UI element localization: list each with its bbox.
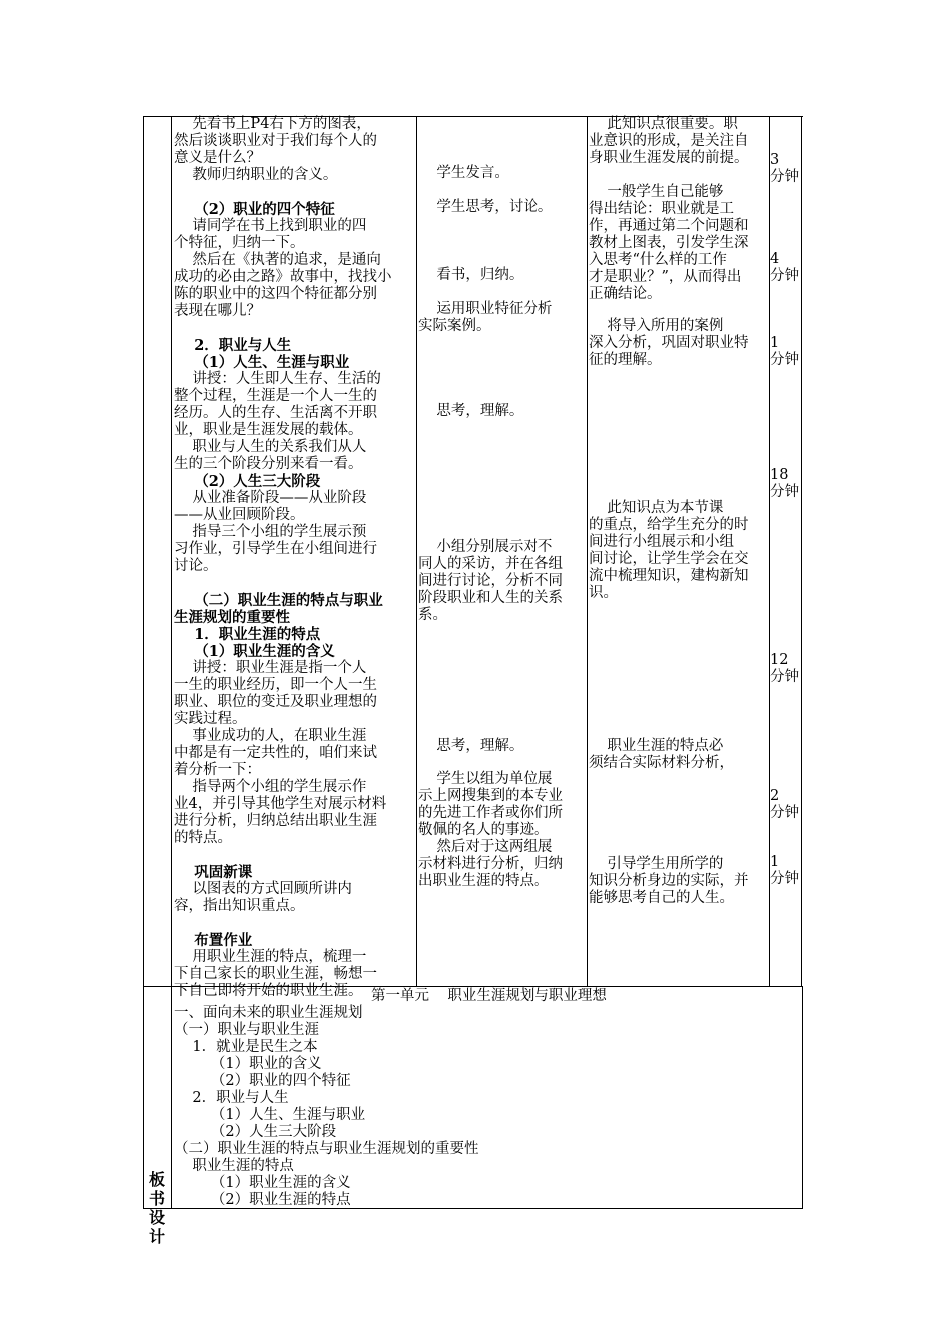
teacher-activity-column bbox=[174, 116, 416, 1000]
teacher-line: 然后谈谈职业对于我们每个人的 bbox=[174, 133, 377, 149]
design-block bbox=[589, 184, 769, 303]
board-label-char: 板 bbox=[148, 1170, 165, 1189]
design-line: 才是职业？”，从而得出 bbox=[589, 269, 742, 285]
teacher-line: 的特点。 bbox=[174, 830, 232, 846]
teacher-line: 指导两个小组的学生展示作 bbox=[174, 779, 367, 795]
teacher-line: 成功的必由之路》故事中，找找小 bbox=[174, 269, 392, 285]
teacher-line: 布置作业 bbox=[174, 932, 253, 949]
design-line: 将导入所用的案例 bbox=[589, 318, 724, 334]
teacher-line: 职业与人生的关系我们从人 bbox=[174, 439, 367, 455]
design-line: 的重点，给学生充分的时 bbox=[589, 517, 749, 533]
teacher-line: 从业准备阶段——从业阶段 bbox=[174, 490, 367, 506]
teacher-line: 业4，并引导其他学生对展示材料 bbox=[174, 796, 387, 812]
teacher-line: 事业成功的人，在职业生涯 bbox=[174, 728, 367, 744]
student-line: 然后对于这两组展 bbox=[418, 839, 553, 855]
design-line: 此知识点为本节课 bbox=[589, 500, 724, 516]
student-block bbox=[418, 539, 586, 624]
teacher-line: 经历。人的生存、生活离不开职 bbox=[174, 405, 377, 421]
teacher-line: 业，职业是生涯发展的载体。 bbox=[174, 422, 363, 438]
student-line: 敬佩的名人的事迹。 bbox=[418, 822, 549, 838]
student-block bbox=[418, 771, 586, 890]
teacher-line: 巩固新课 bbox=[174, 864, 253, 881]
teacher-line: 生的三个阶段分别来看一看。 bbox=[174, 456, 363, 472]
time-block bbox=[770, 251, 802, 285]
teacher-line: 进行分析，归纳总结出职业生涯 bbox=[174, 813, 377, 829]
student-line: 思考，理解。 bbox=[418, 738, 524, 754]
teacher-line: 个特征，归纳一下。 bbox=[174, 235, 305, 251]
design-line: 征的理解。 bbox=[589, 352, 662, 368]
teacher-line: 整个过程，生涯是一个人一生的 bbox=[174, 388, 377, 404]
student-line: 实际案例。 bbox=[418, 318, 491, 334]
design-line: 职业生涯的特点必 bbox=[589, 738, 724, 754]
time-line: 12 bbox=[770, 652, 789, 668]
teacher-line bbox=[174, 320, 416, 337]
time-block bbox=[770, 335, 802, 369]
design-block bbox=[589, 318, 769, 369]
student-line: 的先进工作者或你们所 bbox=[418, 805, 563, 821]
student-block bbox=[418, 301, 586, 335]
board-content bbox=[174, 1005, 794, 1209]
time-line: 4 bbox=[770, 251, 780, 267]
design-block bbox=[589, 738, 769, 772]
design-block bbox=[589, 116, 769, 167]
teacher-line: 中都是有一定共性的，咱们来试 bbox=[174, 745, 377, 761]
board-line: （2）职业生涯的特点 bbox=[174, 1192, 351, 1208]
design-line: 深入分析，巩固对职业特 bbox=[589, 335, 749, 351]
student-line: 小组分别展示对不 bbox=[418, 539, 553, 555]
board-line: （2）职业的四个特征 bbox=[174, 1073, 351, 1089]
board-line: （二）职业生涯的特点与职业生涯规划的重要性 bbox=[174, 1141, 479, 1157]
teacher-line: 教师归纳职业的含义。 bbox=[174, 167, 338, 183]
board-line: 一、面向未来的职业生涯规划 bbox=[174, 1005, 363, 1021]
design-line: 引导学生用所学的 bbox=[589, 856, 724, 872]
teacher-line: 一生的职业经历，即一个人一生 bbox=[174, 677, 377, 693]
teacher-line bbox=[174, 184, 416, 201]
time-block bbox=[770, 467, 802, 501]
teacher-line: 用职业生涯的特点，梳理一 bbox=[174, 949, 367, 965]
design-line: 一般学生自己能够 bbox=[589, 184, 724, 200]
teacher-line: ——从业回顾阶段。 bbox=[174, 507, 305, 523]
board-line: （1）职业的含义 bbox=[174, 1056, 322, 1072]
teacher-line bbox=[174, 847, 416, 864]
student-block bbox=[418, 403, 586, 420]
teacher-line: 职业、职位的变迁及职业理想的 bbox=[174, 694, 377, 710]
time-line: 2 bbox=[770, 788, 780, 804]
teacher-line: 请同学在书上找到职业的四 bbox=[174, 218, 367, 234]
teacher-line: 意义是什么？ bbox=[174, 150, 261, 166]
time-line: 1 bbox=[770, 335, 780, 351]
time-line: 分钟 bbox=[770, 871, 799, 887]
teacher-line: 下自己家长的职业生涯，畅想一 bbox=[174, 966, 377, 982]
time-line: 18 bbox=[770, 467, 789, 483]
time-block bbox=[770, 652, 802, 686]
border-col2 bbox=[416, 116, 417, 987]
board-title: 第一单元 职业生涯规划与职业理想 bbox=[371, 988, 607, 1004]
board-line: 1．就业是民生之本 bbox=[174, 1039, 318, 1055]
teacher-line: （二）职业生涯的特点与职业 bbox=[174, 592, 383, 609]
time-block bbox=[770, 854, 802, 888]
time-line: 分钟 bbox=[770, 669, 799, 685]
design-block bbox=[589, 856, 769, 907]
teacher-line: 着分析一下： bbox=[174, 762, 261, 778]
teacher-line: （2）职业的四个特征 bbox=[174, 201, 335, 218]
student-line: 思考，理解。 bbox=[418, 403, 524, 419]
border-left bbox=[143, 116, 144, 1209]
time-block bbox=[770, 152, 802, 186]
teacher-line: 陈的职业中的这四个特征都分别 bbox=[174, 286, 377, 302]
teacher-line bbox=[174, 575, 416, 592]
board-label-char: 书 bbox=[148, 1189, 165, 1208]
time-line: 分钟 bbox=[770, 268, 799, 284]
student-block bbox=[418, 199, 586, 216]
teacher-line: 2．职业与人生 bbox=[174, 337, 292, 354]
time-line: 1 bbox=[770, 854, 780, 870]
border-col1 bbox=[171, 116, 172, 1209]
student-line: 示上网搜集到的本专业 bbox=[418, 788, 563, 804]
student-line: 看书，归纳。 bbox=[418, 267, 524, 283]
time-line: 分钟 bbox=[770, 484, 799, 500]
teacher-line: 习作业，引导学生在小组间进行 bbox=[174, 541, 377, 557]
student-block bbox=[418, 267, 586, 284]
teacher-line: 以图表的方式回顾所讲内 bbox=[174, 881, 352, 897]
student-line: 学生思考，讨论。 bbox=[418, 199, 553, 215]
teacher-line: 实践过程。 bbox=[174, 711, 247, 727]
student-line: 系。 bbox=[418, 607, 447, 623]
teacher-line: 讲授：职业生涯是指一个人 bbox=[174, 660, 367, 676]
student-line: 运用职业特征分析 bbox=[418, 301, 553, 317]
student-block bbox=[418, 165, 586, 182]
board-line: （1）职业生涯的含义 bbox=[174, 1175, 351, 1191]
time-block bbox=[770, 788, 802, 822]
border-right bbox=[802, 986, 803, 1209]
design-line: 识。 bbox=[589, 585, 618, 601]
board-line: 2．职业与人生 bbox=[174, 1090, 289, 1106]
board-line: 职业生涯的特点 bbox=[174, 1158, 294, 1174]
design-line: 业意识的形成，是关注自 bbox=[589, 133, 749, 149]
design-line: 知识分析身边的实际，并 bbox=[589, 873, 749, 889]
teacher-line: 先看书上P4右下方的图表， bbox=[174, 116, 371, 132]
design-line: 间进行小组展示和小组 bbox=[589, 534, 734, 550]
time-line: 分钟 bbox=[770, 169, 799, 185]
student-line: 学生以组为单位展 bbox=[418, 771, 553, 787]
teacher-line: 容，指出知识重点。 bbox=[174, 898, 305, 914]
board-line: （1）人生、生涯与职业 bbox=[174, 1107, 366, 1123]
student-line: 出职业生涯的特点。 bbox=[418, 873, 549, 889]
teacher-line: 然后在《执著的追求，是通向 bbox=[174, 252, 381, 268]
student-line: 同人的采访，并在各组 bbox=[418, 556, 563, 572]
design-line: 须结合实际材料分析， bbox=[589, 755, 734, 771]
teacher-line bbox=[174, 915, 416, 932]
teacher-line: 讲授：人生即人生存、生活的 bbox=[174, 371, 381, 387]
board-line: （一）职业与职业生涯 bbox=[174, 1022, 319, 1038]
design-block bbox=[589, 500, 769, 602]
teacher-line: （2）人生三大阶段 bbox=[174, 473, 321, 490]
teacher-line: 讨论。 bbox=[174, 558, 218, 574]
board-label-char: 设 bbox=[148, 1208, 165, 1227]
teacher-line: 生涯规划的重要性 bbox=[174, 609, 290, 626]
time-line: 分钟 bbox=[770, 352, 799, 368]
student-line: 间进行讨论，分析不同 bbox=[418, 573, 563, 589]
design-line: 能够思考自己的人生。 bbox=[589, 890, 734, 906]
border-col3 bbox=[587, 116, 588, 987]
time-line: 3 bbox=[770, 152, 780, 168]
time-line: 分钟 bbox=[770, 805, 799, 821]
design-line: 此知识点很重要。职 bbox=[589, 116, 738, 132]
board-design-label bbox=[143, 1170, 171, 1246]
board-line: （2）人生三大阶段 bbox=[174, 1124, 337, 1140]
design-line: 正确结论。 bbox=[589, 286, 662, 302]
teacher-line: （1）职业生涯的含义 bbox=[174, 643, 335, 660]
design-line: 作，再通过第二个问题和 bbox=[589, 218, 749, 234]
teacher-line: 下自己即将开始的职业生涯。 bbox=[174, 983, 363, 999]
teacher-line: 表现在哪儿？ bbox=[174, 303, 261, 319]
student-line: 阶段职业和人生的关系 bbox=[418, 590, 563, 606]
design-line: 得出结论：职业就是工 bbox=[589, 201, 734, 217]
teacher-line: 1．职业生涯的特点 bbox=[174, 626, 321, 643]
design-line: 身职业生涯发展的前提。 bbox=[589, 150, 749, 166]
design-line: 入思考“什么样的工作 bbox=[589, 252, 727, 268]
design-line: 流中梳理知识，建构新知 bbox=[589, 568, 749, 584]
board-label-char: 计 bbox=[148, 1227, 165, 1246]
design-line: 间讨论，让学生学会在交 bbox=[589, 551, 749, 567]
student-line: 学生发言。 bbox=[418, 165, 509, 181]
teacher-line: 指导三个小组的学生展示预 bbox=[174, 524, 367, 540]
design-line: 教材上图表，引发学生深 bbox=[589, 235, 749, 251]
student-block bbox=[418, 738, 586, 755]
teacher-line: （1）人生、生涯与职业 bbox=[174, 354, 350, 371]
student-line: 示材料进行分析，归纳 bbox=[418, 856, 563, 872]
